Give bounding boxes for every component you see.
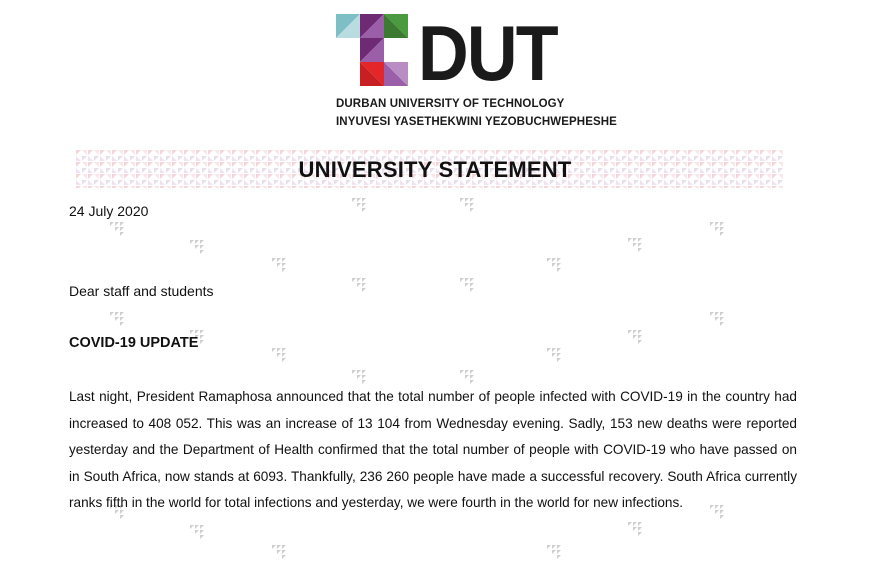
logo-wordmark: DUT xyxy=(418,9,557,97)
logo-university-name: DURBAN UNIVERSITY OF TECHNOLOGY xyxy=(336,98,565,110)
logo-triangles-icon xyxy=(336,14,408,86)
logo-university-name-zulu: INYUVESI YASETHEKWINI YEZOBUCHWEPHESHE xyxy=(336,116,617,128)
body-paragraph: Last night, President Ramaphosa announced that the total number of people infected with COVID-19 in the country had increased to 408 052. This was an increase of 13 104 from Wednesday evening. Sadly, 153 new deaths were reported yesterday and the Department of Health confirmed that the total number of people with COVID-19 who have passed on in South Africa, now stands at 6093. Thankfully, 236 260 people have made a successful recovery. South Africa currently ranks fifth in the world for total infections and yesterday, we were fourth in the world for new infections. xyxy=(69,389,797,510)
statement-date: 24 July 2020 xyxy=(69,203,149,219)
salutation: Dear staff and students xyxy=(69,283,214,299)
dut-logo xyxy=(336,9,617,134)
statement-title: UNIVERSITY STATEMENT xyxy=(298,157,572,182)
section-heading: COVID-19 UPDATE xyxy=(69,335,199,351)
